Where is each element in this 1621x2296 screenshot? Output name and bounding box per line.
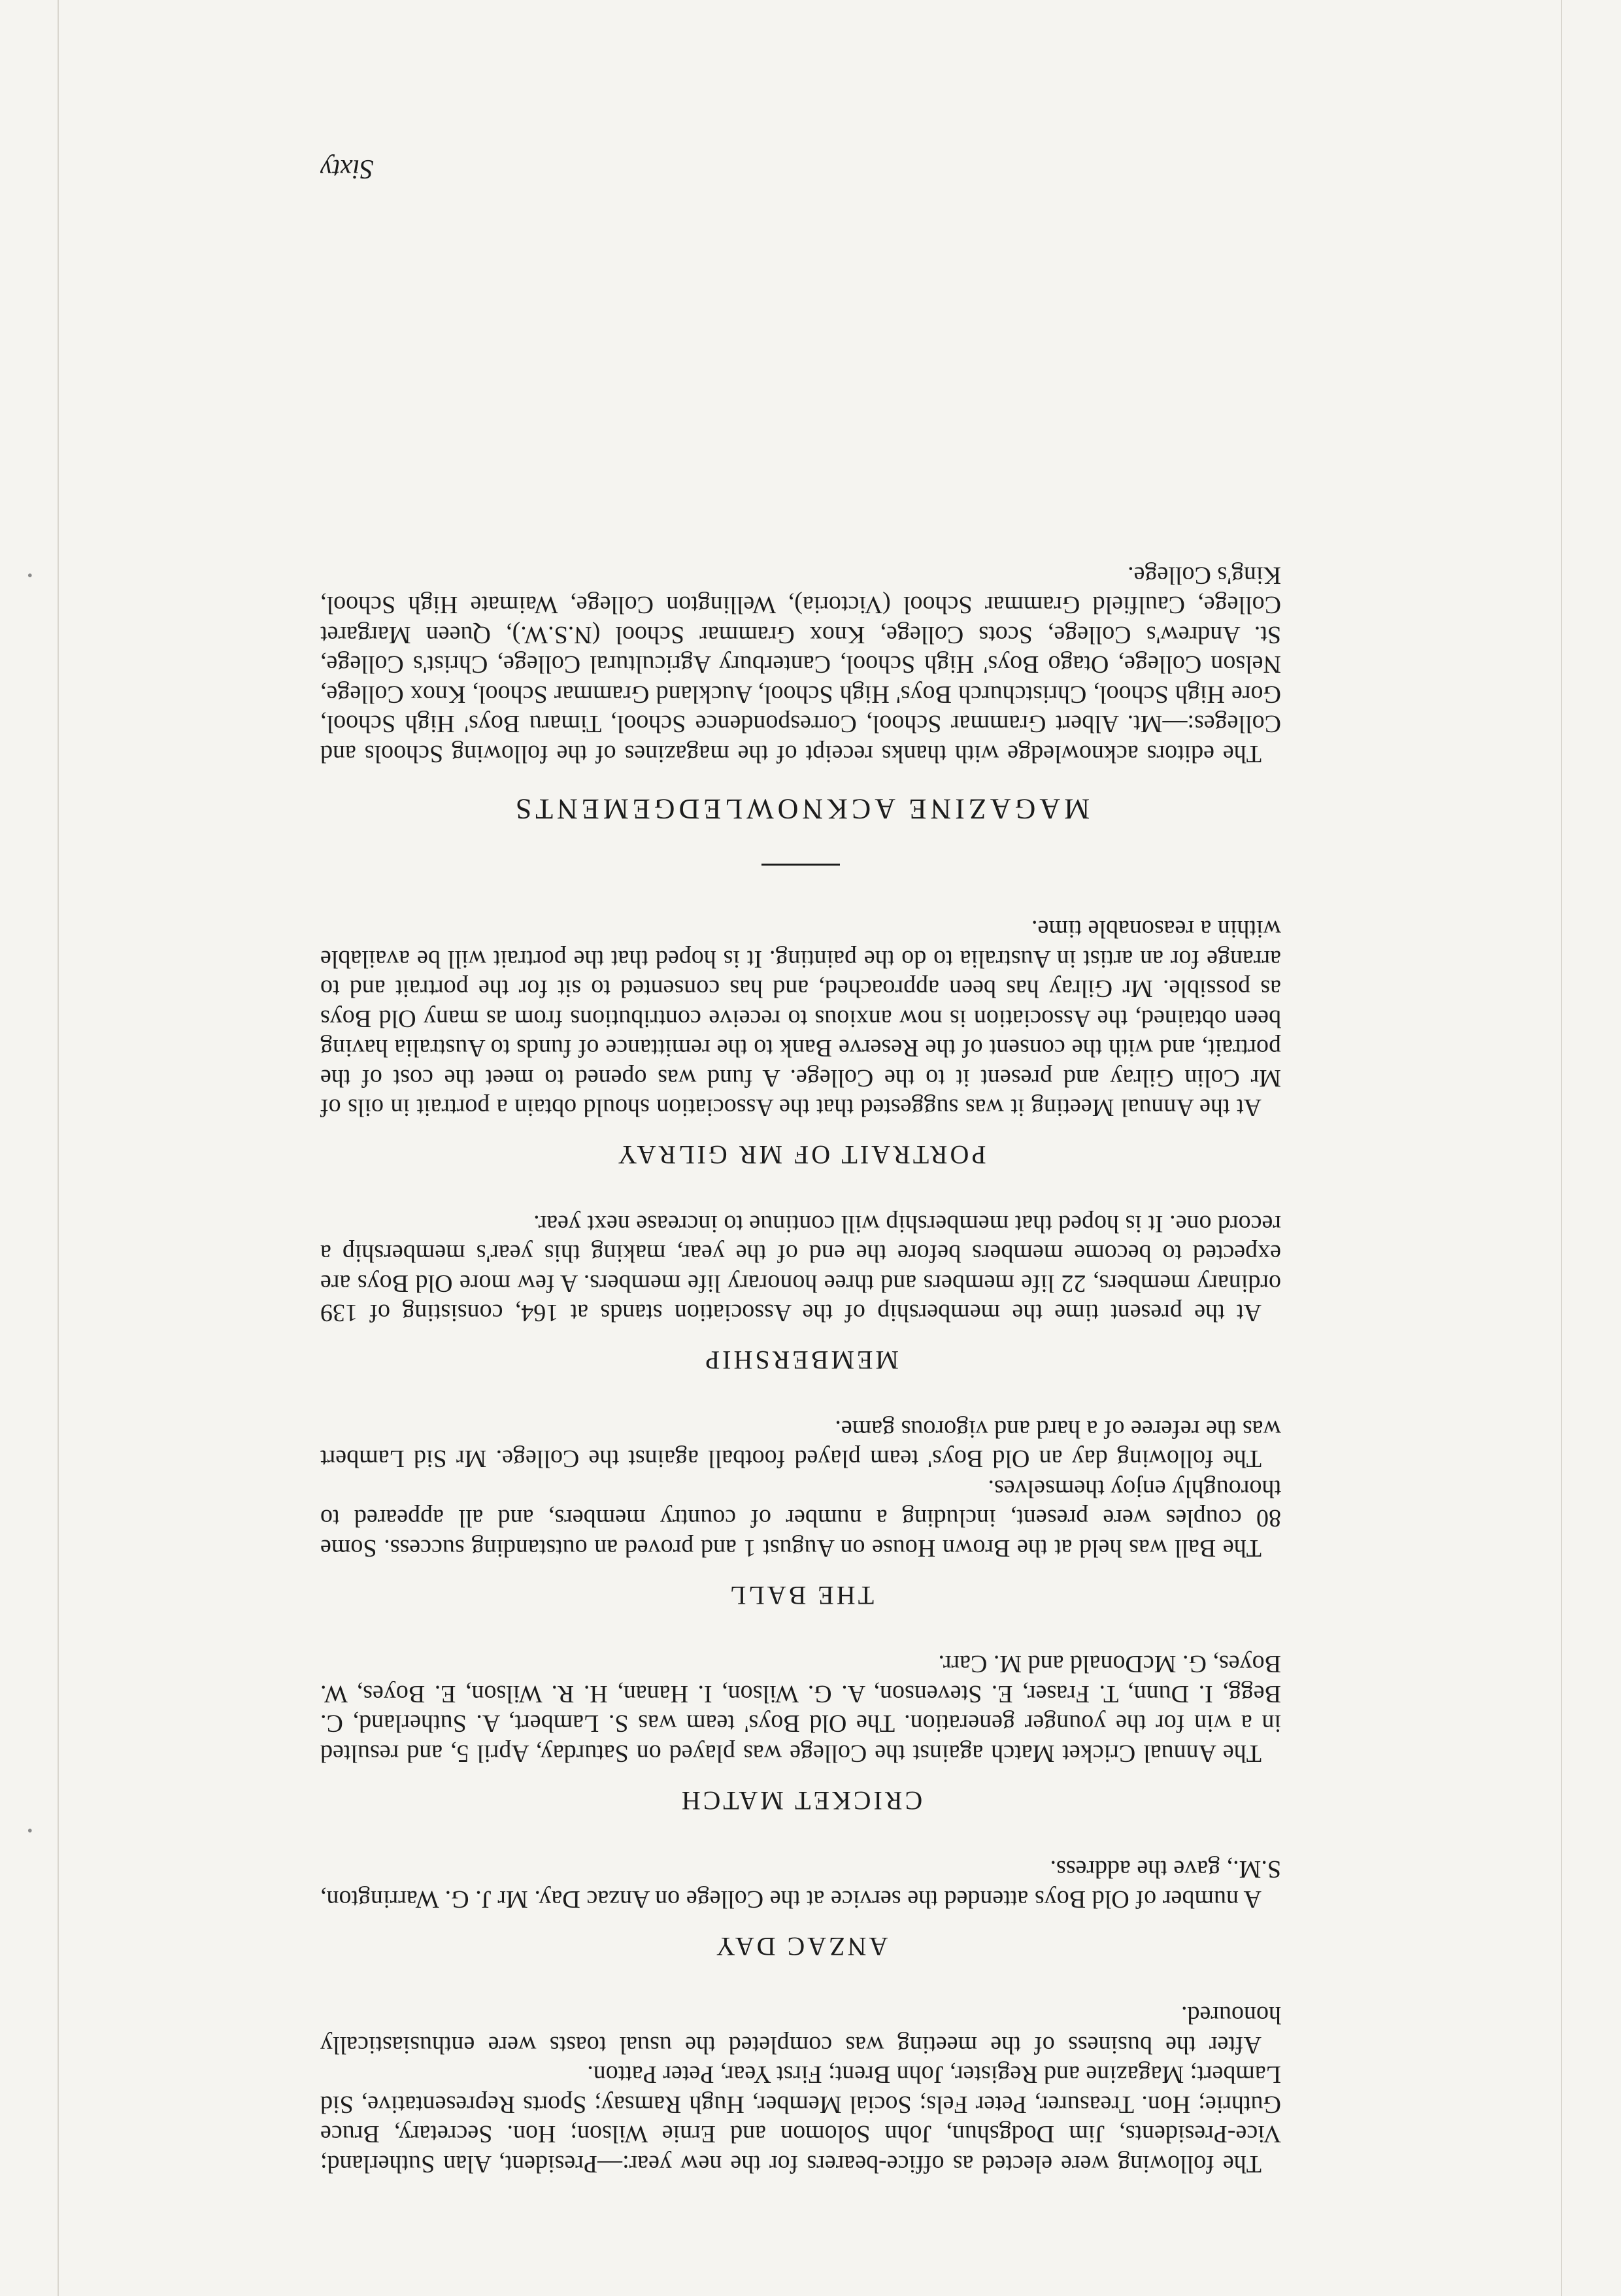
section-divider-rule — [761, 864, 840, 866]
the-ball-paragraph: The Ball was held at the Brown House on August 1 and proved an outstanding success. Some 80 couples were present, including a number of country members, and all appeared to thoroughly enjoy themselves. — [320, 1475, 1281, 1562]
section-heading-the-ball: THE BALL — [727, 1581, 875, 1610]
scan-edge-line — [1561, 0, 1562, 2296]
page-number: Sixty — [320, 154, 374, 184]
toasts-paragraph: After the business of the meeting was completed the usual toasts were enthusiastically honoured. — [320, 2001, 1281, 2059]
section-heading-cricket-match: CRICKET MATCH — [678, 1786, 923, 1815]
acknowledgements-heading: MAGAZINE ACKNOWLEDGEMENTS — [511, 793, 1090, 825]
officers-paragraph: The following were elected as office-bearers for the new year:—President, Alan Sutherland; Vice-Presidents, Jim Dodgshun, John Solomon and Ernie Wilson; Hon. Secretary, Bruce Guthrie; Hon. Treasurer, Peter Fels; Social Member, Hugh Ramsay; Sports Representative, Sid Lambert; Magazine and Register, John Brent; First Year, Peter Patton. — [320, 2061, 1281, 2178]
membership-paragraph: At the present time the membership of the Association stands at 164, consisting of 139 ordinary members, 22 life members and three honorary life members. A few more Old Boys are expected to become members before the end of the year, making this year's membership a record one. It is hoped that membership will continue to increase next year. — [320, 1210, 1281, 1327]
football-paragraph: The following day an Old Boys' team played football against the College. Mr Sid Lambert was the referee of a hard and vigorous game. — [320, 1415, 1281, 1473]
scan-edge-line — [58, 0, 59, 2296]
portrait-paragraph: At the Annual Meeting it was suggested that the Association should obtain a portrait in oils of Mr Colin Gilray and present it to the College. A fund was opened to meet the cost of the portrait, and with the consent of the Reserve Bank to the remittance of funds to Australia having been obtained, the Association is now anxious to receive contributions from as many Old Boys as possible. Mr Gilray has been approached, and has consented to sit for the portrait and to arrange for an artist in Australia to do the painting. It is hoped that the portrait will be available within a reasonable time. — [320, 915, 1281, 1122]
text-column — [320, 560, 1281, 2179]
anzac-day-paragraph: A number of Old Boys attended the service at the College on Anzac Day. Mr J. G. Warrington, S.M., gave the address. — [320, 1855, 1281, 1913]
section-heading-membership: MEMBERSHIP — [702, 1345, 899, 1376]
scan-speck: • — [27, 1821, 33, 1838]
acknowledgements-paragraph: The editors acknowledge with thanks receipt of the magazines of the following Schools and Colleges:—Mt. Albert Grammar School, Correspondence School, Timaru Boys' High School, Gore High School, Christchurch Boys' High School, Auckland Grammar School, Knox College, Nelson College, Otago Boys' High School, Canterbury Agricultural College, Christ's College, St. Andrew's College, Scots College, Knox Grammar School (N.S.W.), Queen Margaret College, Caulfield Grammar School (Victoria), Wellington College, Waimate High School, King's College. — [320, 562, 1281, 768]
section-heading-portrait: PORTRAIT OF MR GILRAY — [615, 1140, 986, 1170]
scan-speck: • — [27, 566, 33, 583]
section-heading-anzac-day: ANZAC DAY — [713, 1932, 888, 1961]
cricket-match-paragraph: The Annual Cricket Match against the College was played on Saturday, April 5, and resulted in a win for the younger generation. The Old Boys' team was S. Lambert, A. Sutherland, C. Begg, I. Dunn, T. Fraser, E. Stevenson, A. G. Wilson, I. Hanan, H. R. Wilson, E. Boyes, W. Boyes, G. McDonald and M. Carr. — [320, 1650, 1281, 1767]
